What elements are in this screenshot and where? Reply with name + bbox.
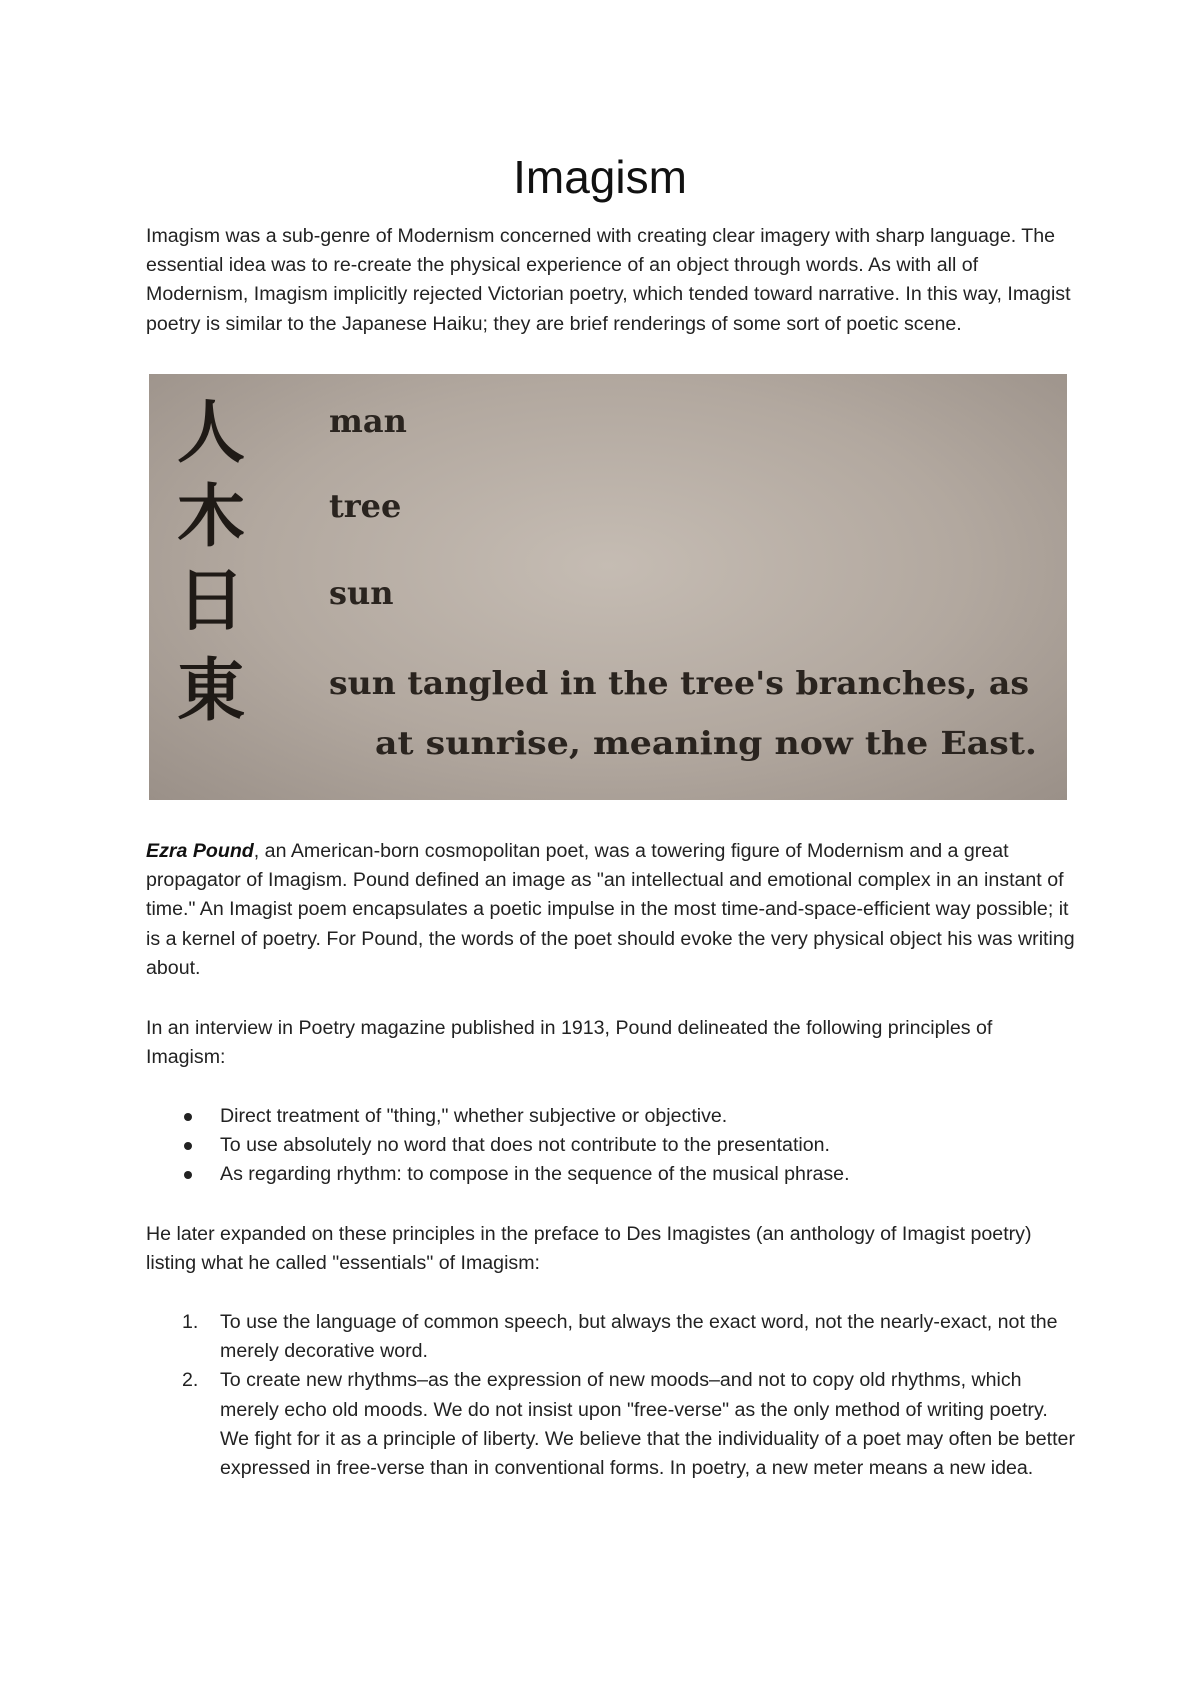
principles-list [146, 1102, 1076, 1190]
bullet-icon [184, 1142, 192, 1150]
chinese-characters-figure [149, 374, 1067, 800]
principle-text: Direct treatment of "thing," whether subjective or objective. [220, 1105, 728, 1127]
pound-text: , an American-born cosmopolitan poet, was a towering figure of Modernism and a great propagator of Imagism. Pound defined an image as "an intellectual and emotional complex in an instant of time." An Imagist poem encapsulates a poetic impulse in the most time-and-space-efficient way possible; it is a kernel of poetry. For Pound, the words of the poet should evoke the very physical object his was writing about. [146, 840, 1075, 979]
list-item [146, 1131, 1076, 1160]
list-item [146, 1160, 1076, 1189]
photo-gloss-man: man [329, 402, 407, 440]
essential-text: To create new rhythms–as the expression of new moods–and not to copy old rhythms, which merely echo old moods. We do not insist upon "free-verse" as the only method of writing poetry. We fight for it as a principle of liberty. We believe that the individuality of a poet may often be better expressed in free-verse than in conventional forms. In poetry, a new meter means a new idea. [220, 1369, 1075, 1480]
pound-paragraph [146, 837, 1076, 983]
photo-gloss-east-cont: at sunrise, meaning now the East. [375, 724, 1037, 762]
essential-text: To use the language of common speech, but always the exact word, not the nearly-exact, not the merely decorative word. [220, 1311, 1058, 1363]
photo-gloss-tree: tree [329, 487, 402, 525]
list-item [146, 1366, 1076, 1483]
bullet-icon [184, 1171, 192, 1179]
photo-glyph-sun: 日 [177, 562, 246, 641]
chinese-characters-photo [149, 374, 1067, 800]
list-item [146, 1102, 1076, 1131]
photo-glyph-east: 東 [177, 652, 246, 731]
list-number: 2. [182, 1369, 199, 1392]
principle-text: To use absolutely no word that does not contribute to the presentation. [220, 1134, 830, 1157]
expanded-paragraph: He later expanded on these principles in the preface to Des Imagistes (an anthology of Imagist poetry) listing what he called "essentials" of Imagism: [146, 1223, 1032, 1275]
photo-gloss-sun: sun [329, 574, 394, 612]
bullet-icon [184, 1113, 192, 1121]
interview-paragraph: In an interview in Poetry magazine published in 1913, Pound delineated the following principles of Imagism: [146, 1017, 993, 1069]
photo-gloss-east: sun tangled in the tree's branches, as [329, 664, 1029, 702]
page-title: Imagism [513, 151, 687, 203]
photo-glyph-man: 人 [177, 394, 246, 473]
list-item [146, 1308, 1076, 1366]
principle-text: As regarding rhythm: to compose in the sequence of the musical phrase. [220, 1163, 850, 1186]
essentials-list [146, 1308, 1076, 1483]
intro-paragraph: Imagism was a sub-genre of Modernism concerned with creating clear imagery with sharp language. The essential idea was to re-create the physical experience of an object through words. As with all of Modernism, Imagism implicitly rejected Victorian poetry, which tended toward narrative. In this way, Imagist poetry is similar to the Japanese Haiku; they are brief renderings of some sort of poetic scene. [146, 225, 1071, 335]
photo-glyph-tree: 木 [177, 478, 246, 557]
list-number: 1. [182, 1311, 199, 1333]
pound-name: Ezra Pound [146, 840, 254, 862]
